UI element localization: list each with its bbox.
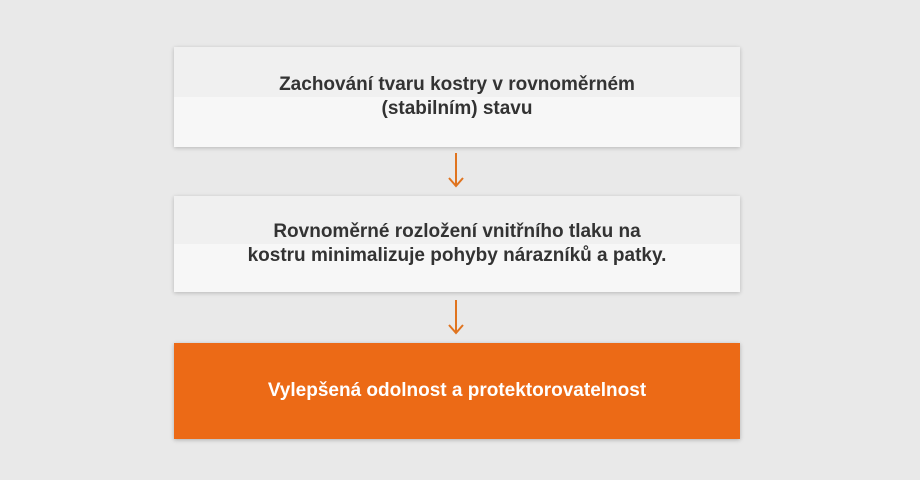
flow-step-1 — [174, 47, 740, 147]
flow-step-3-result — [174, 343, 740, 439]
flow-step-1-line-2: (stabilním) stavu — [381, 98, 533, 119]
flow-step-2-text — [248, 220, 667, 268]
flow-step-1-text — [279, 73, 635, 121]
arrow-down-icon — [446, 299, 466, 335]
flow-step-2-line-2: kostru minimalizuje pohyby nárazníků a patky. — [247, 245, 667, 266]
flow-step-2 — [174, 196, 740, 292]
flow-step-1-line-1: Zachování tvaru kostry v rovnoměrném — [279, 74, 635, 95]
flow-step-3-text — [268, 379, 646, 403]
arrow-down-icon — [446, 152, 466, 188]
flow-step-2-line-1: Rovnoměrné rozložení vnitřního tlaku na — [273, 221, 641, 242]
flow-step-3-line-1: Vylepšená odolnost a protektorovatelnost — [267, 380, 647, 401]
